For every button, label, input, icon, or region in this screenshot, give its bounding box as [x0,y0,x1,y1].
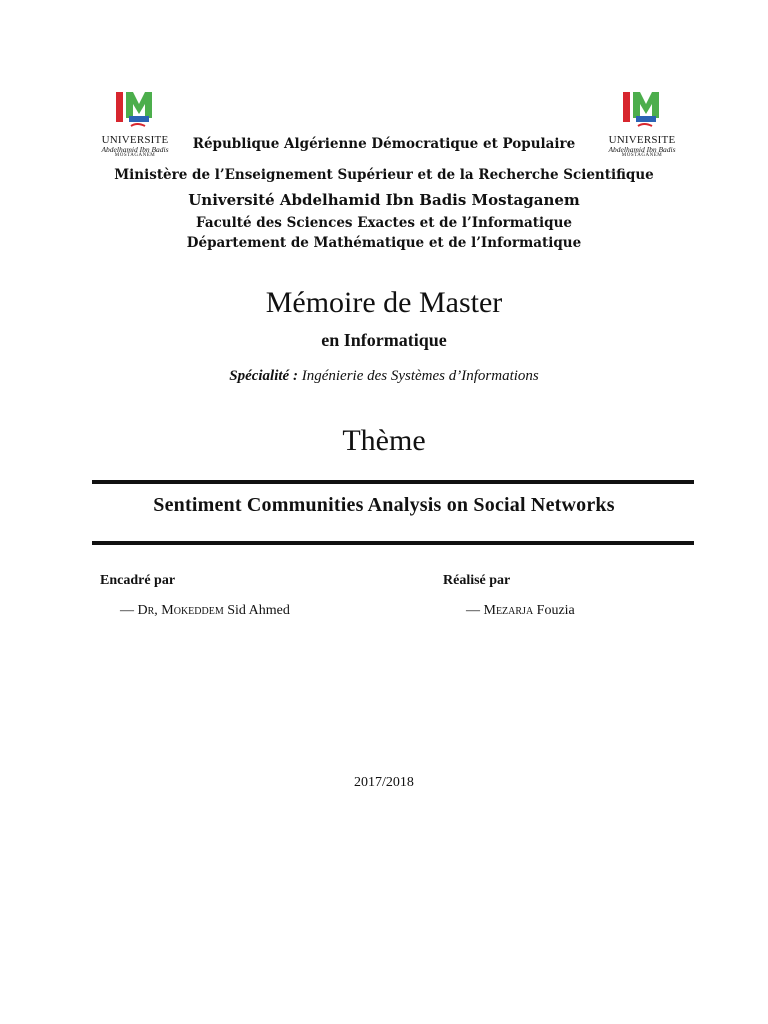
author-name [466,603,575,619]
supervisor-firstname: Sid Ahmed [227,603,290,618]
university-logo-right [602,86,682,166]
supervisor-dash: — [120,603,134,618]
logo-city-label: MOSTAGANEM [621,153,663,158]
department-heading: Département de Mathématique et de l’Informatique [186,235,582,251]
um-logo-mark-icon [602,86,682,134]
author-firstname: Fouzia [536,603,575,618]
author-dash: — [466,603,480,618]
supervisor-name [120,603,290,619]
specialty-value: Ingénierie des Systèmes d’Informations [301,368,539,384]
university-logo-left [95,86,175,166]
title-top-rule [92,480,694,484]
specialty-line [0,368,768,385]
faculty-heading: Faculté des Sciences Exactes et de l’Informatique [195,215,573,231]
author-lastname: Mezarja [483,603,534,618]
thesis-field: en Informatique [321,330,447,350]
supervisor-lastname: Mokeddem [161,603,224,618]
republic-heading: République Algérienne Démocratique et Populaire [192,136,576,152]
thesis-type-title: Mémoire de Master [265,286,503,319]
logo-city-label: MOSTAGANEM [114,153,156,158]
specialty-label: Spécialité : [229,368,298,384]
supervisor-title: Dr, [137,603,158,618]
ministry-heading: Ministère de l’Enseignement Supérieur et de la Recherche Scientifique [114,167,654,183]
title-bottom-rule [92,541,694,545]
um-logo-mark-icon [95,86,175,134]
author-label: Réalisé par [443,573,511,588]
logo-name-label: Abdelhamid Ibn Badis [101,145,169,154]
logo-university-label: UNIVERSITE [608,134,676,146]
theme-heading: Thème [342,424,426,457]
supervisor-label: Encadré par [100,573,176,588]
university-heading: Université Abdelhamid Ibn Badis Mostaganem [188,191,580,209]
logo-name-label: Abdelhamid Ibn Badis [608,145,676,154]
logo-university-label: UNIVERSITE [101,134,169,146]
academic-year: 2017/2018 [354,775,414,790]
thesis-title: Sentiment Communities Analysis on Social Networks [153,494,615,516]
